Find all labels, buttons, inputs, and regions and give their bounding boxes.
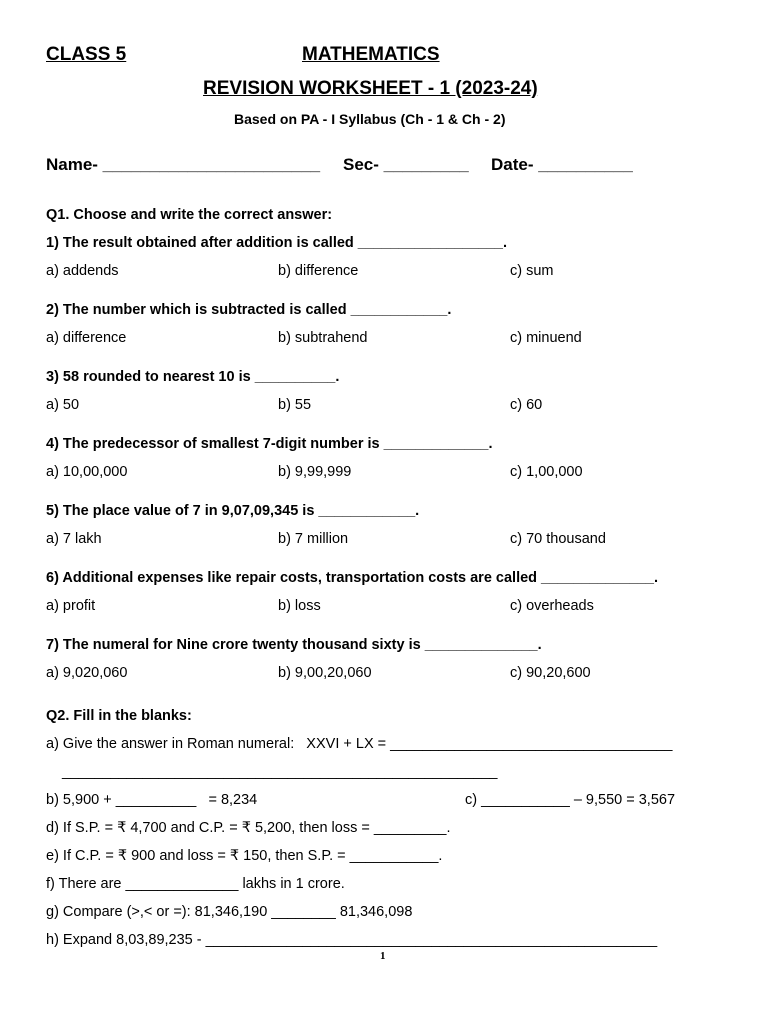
- q2-item-b: b) 5,900 + __________ = 8,234: [46, 792, 258, 808]
- q1-question-1: 1) The result obtained after addition is called __________________.: [46, 235, 507, 251]
- q1-5-option-a: a) 7 lakh: [46, 531, 102, 547]
- date-field: Date- __________: [491, 155, 633, 174]
- q1-5-option-b: b) 7 million: [278, 531, 349, 547]
- q1-3-option-a: a) 50: [46, 397, 80, 413]
- q1-6-option-c: c) overheads: [510, 598, 594, 614]
- q1-question-5: 5) The place value of 7 in 9,07,09,345 is ____________.: [46, 503, 420, 519]
- name-field: Name- _______________________: [46, 155, 321, 174]
- q2-item-c: c) ___________ – 9,550 = 3,567: [465, 792, 676, 808]
- q1-7-option-a: a) 9,020,060: [46, 665, 128, 681]
- q2-heading: Q2. Fill in the blanks:: [46, 708, 192, 724]
- section-field: Sec- _________: [343, 155, 469, 174]
- q1-7-option-b: b) 9,00,20,060: [278, 665, 372, 681]
- q2-item-f: f) There are ______________ lakhs in 1 crore.: [46, 876, 345, 892]
- q1-4-option-a: a) 10,00,000: [46, 464, 128, 480]
- q1-heading: Q1. Choose and write the correct answer:: [46, 207, 333, 223]
- q1-1-option-c: c) sum: [510, 263, 554, 279]
- syllabus-subtitle: Based on PA - I Syllabus (Ch - 1 & Ch - 2): [234, 111, 506, 127]
- q1-question-6: 6) Additional expenses like repair costs, transportation costs are called ______________.: [46, 570, 658, 586]
- q1-2-option-a: a) difference: [46, 330, 127, 346]
- page-number: 1: [380, 950, 386, 962]
- q1-7-option-c: c) 90,20,600: [510, 665, 591, 681]
- worksheet-title: REVISION WORKSHEET - 1 (2023-24): [203, 78, 538, 99]
- q1-4-option-b: b) 9,99,999: [278, 464, 352, 480]
- q1-5-option-c: c) 70 thousand: [510, 531, 606, 547]
- q2-item-d: d) If S.P. = ₹ 4,700 and C.P. = ₹ 5,200, then loss = _________.: [46, 820, 451, 836]
- q1-6-option-b: b) loss: [278, 598, 321, 614]
- q1-question-2: 2) The number which is subtracted is called ____________.: [46, 302, 452, 318]
- q1-1-option-b: b) difference: [278, 263, 359, 279]
- q2-item-a-continuation: ______________________________________________________: [62, 764, 498, 780]
- q1-question-4: 4) The predecessor of smallest 7-digit number is _____________.: [46, 436, 493, 452]
- q1-3-option-c: c) 60: [510, 397, 543, 413]
- q1-question-3: 3) 58 rounded to nearest 10 is __________.: [46, 369, 340, 385]
- q1-3-option-b: b) 55: [278, 397, 312, 413]
- q2-item-e: e) If C.P. = ₹ 900 and loss = ₹ 150, then S.P. = ___________.: [46, 848, 443, 864]
- class-label: CLASS 5: [46, 44, 127, 65]
- q1-6-option-a: a) profit: [46, 598, 96, 614]
- q2-item-a: a) Give the answer in Roman numeral: XXVI + LX = ___________________________________: [46, 736, 673, 752]
- q2-item-h: h) Expand 8,03,89,235 - ________________________________________________________: [46, 932, 658, 948]
- q1-4-option-c: c) 1,00,000: [510, 464, 583, 480]
- q2-item-g: g) Compare (>,< or =): 81,346,190 ________ 81,346,098: [46, 904, 413, 920]
- q1-2-option-b: b) subtrahend: [278, 330, 368, 346]
- q1-2-option-c: c) minuend: [510, 330, 582, 346]
- q1-1-option-a: a) addends: [46, 263, 119, 279]
- q1-question-7: 7) The numeral for Nine crore twenty thousand sixty is ______________.: [46, 637, 542, 653]
- subject-title: MATHEMATICS: [302, 44, 440, 65]
